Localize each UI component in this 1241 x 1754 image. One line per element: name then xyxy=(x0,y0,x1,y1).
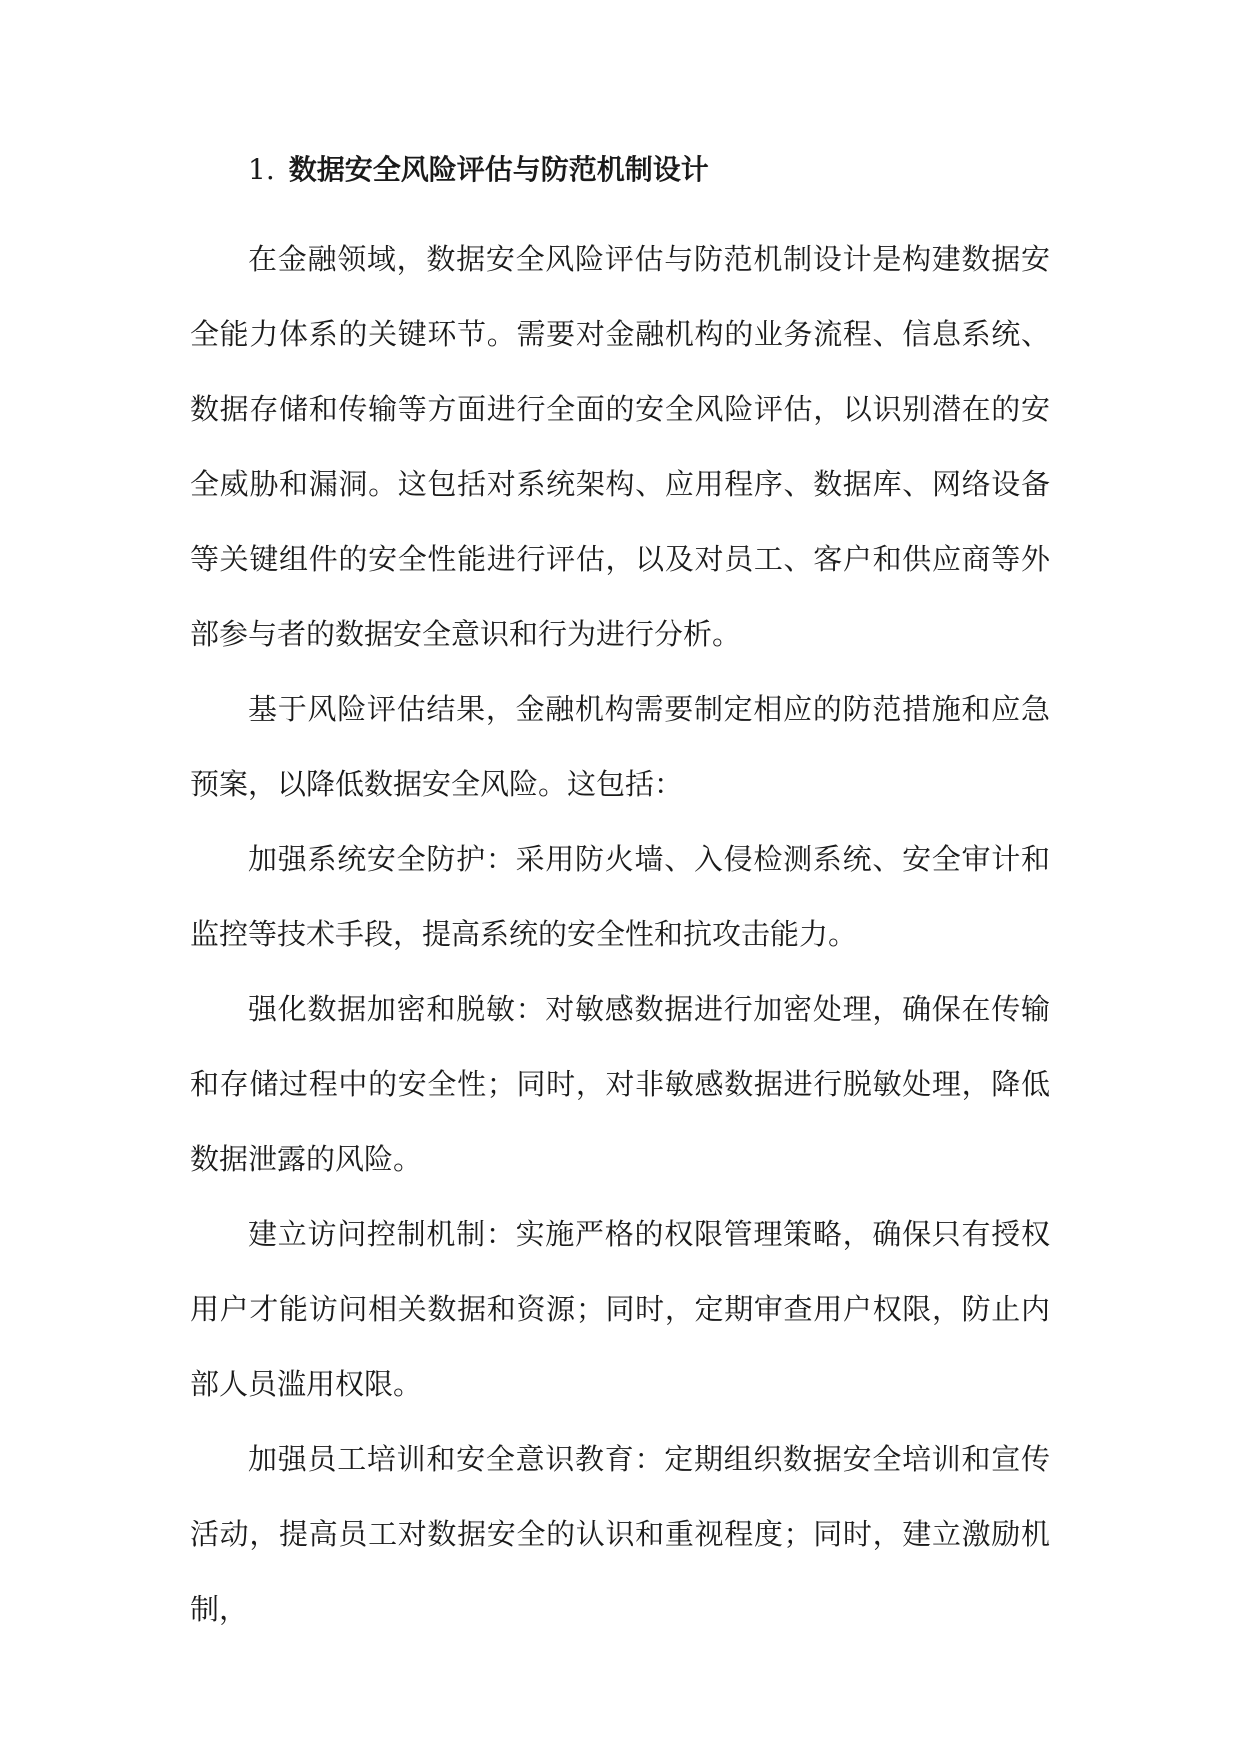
paragraph-intro: 在金融领域，数据安全风险评估与防范机制设计是构建数据安全能力体系的关键环节。需要对金融机构的业务流程、信息系统、数据存储和传输等方面进行全面的安全风险评估，以识别潜在的安全威胁和漏洞。这包括对系统架构、应用程序、数据库、网络设备等关键组件的安全性能进行评估，以及对员工、客户和供应商等外部参与者的数据安全意识和行为进行分析。 xyxy=(190,242,1050,651)
paragraph-system-protection: 加强系统安全防护：采用防火墙、入侵检测系统、安全审计和监控等技术手段，提高系统的安全性和抗攻击能力。 xyxy=(190,842,1050,951)
paragraph-measures-intro: 基于风险评估结果，金融机构需要制定相应的防范措施和应急预案，以降低数据安全风险。这包括： xyxy=(190,692,1050,801)
section-title: 数据安全风险评估与防范机制设计 xyxy=(288,153,709,186)
section-heading xyxy=(248,148,709,192)
body-text xyxy=(190,222,1050,1647)
section-number: 1. xyxy=(248,153,275,186)
paragraph-access-control: 建立访问控制机制：实施严格的权限管理策略，确保只有授权用户才能访问相关数据和资源；同时，定期审查用户权限，防止内部人员滥用权限。 xyxy=(190,1217,1050,1401)
paragraph-encryption: 强化数据加密和脱敏：对敏感数据进行加密处理，确保在传输和存储过程中的安全性；同时，对非敏感数据进行脱敏处理，降低数据泄露的风险。 xyxy=(190,992,1050,1176)
paragraph-training: 加强员工培训和安全意识教育：定期组织数据安全培训和宣传活动，提高员工对数据安全的认识和重视程度；同时，建立激励机制， xyxy=(190,1442,1050,1626)
